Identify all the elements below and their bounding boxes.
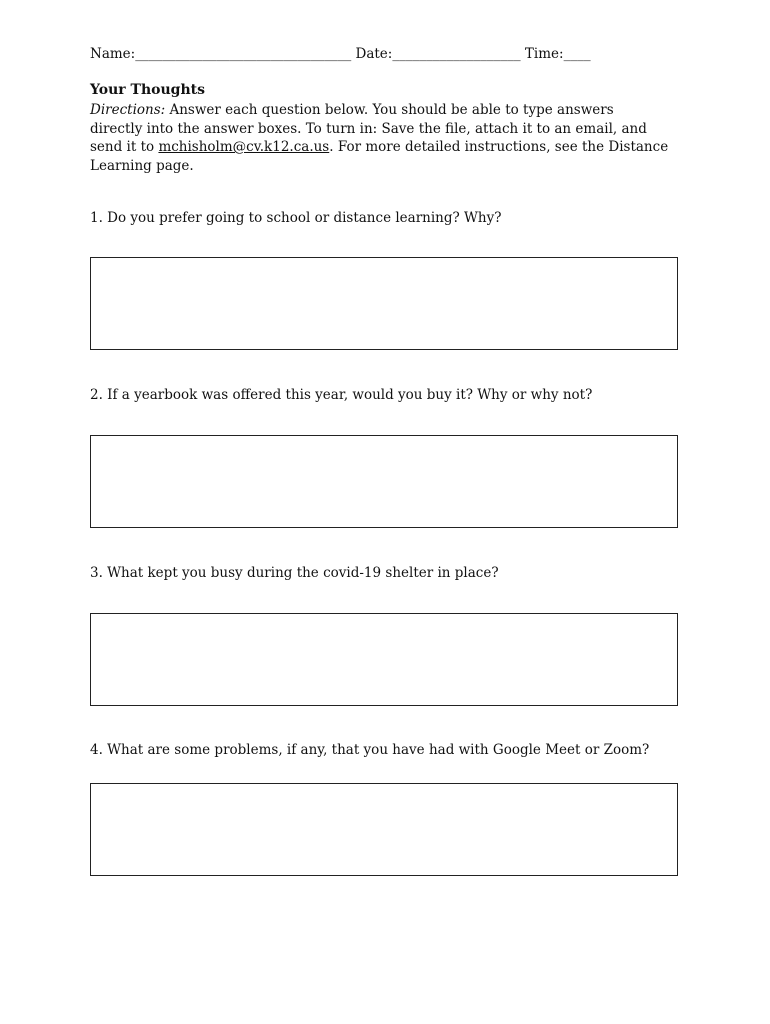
date-label: Date: [355,46,393,62]
name-label: Name: [90,46,136,62]
email-link[interactable]: mchisholm@cv.k12.ca.us [158,139,330,155]
answer-box-4[interactable] [90,783,678,876]
answer-box-2[interactable] [90,435,678,528]
header-fields [90,46,591,62]
question-3: 3. What kept you busy during the covid-19 shelter in place? [90,565,499,581]
answer-box-1[interactable] [90,257,678,350]
question-4: 4. What are some problems, if any, that you have had with Google Meet or Zoom? [90,742,650,758]
date-blank[interactable]: ___________________ [392,46,521,62]
question-2: 2. If a yearbook was offered this year, would you buy it? Why or why not? [90,387,593,403]
directions-text-after: . For more detailed instructions, see the Distance Learning page. [90,139,669,174]
answer-box-3[interactable] [90,613,678,706]
name-blank[interactable]: ________________________________ [135,46,352,62]
page-title: Your Thoughts [90,82,205,98]
time-label: Time: [524,46,564,62]
question-1: 1. Do you prefer going to school or distance learning? Why? [90,210,502,226]
directions-text-before: Answer each question below. You should be able to type answers directly into the answer boxes. To turn in: Save the file, attach it to an email, and send it to [90,102,647,155]
time-blank[interactable]: ____ [563,46,591,62]
directions-paragraph [90,101,670,175]
directions-label: Directions: [90,102,166,118]
